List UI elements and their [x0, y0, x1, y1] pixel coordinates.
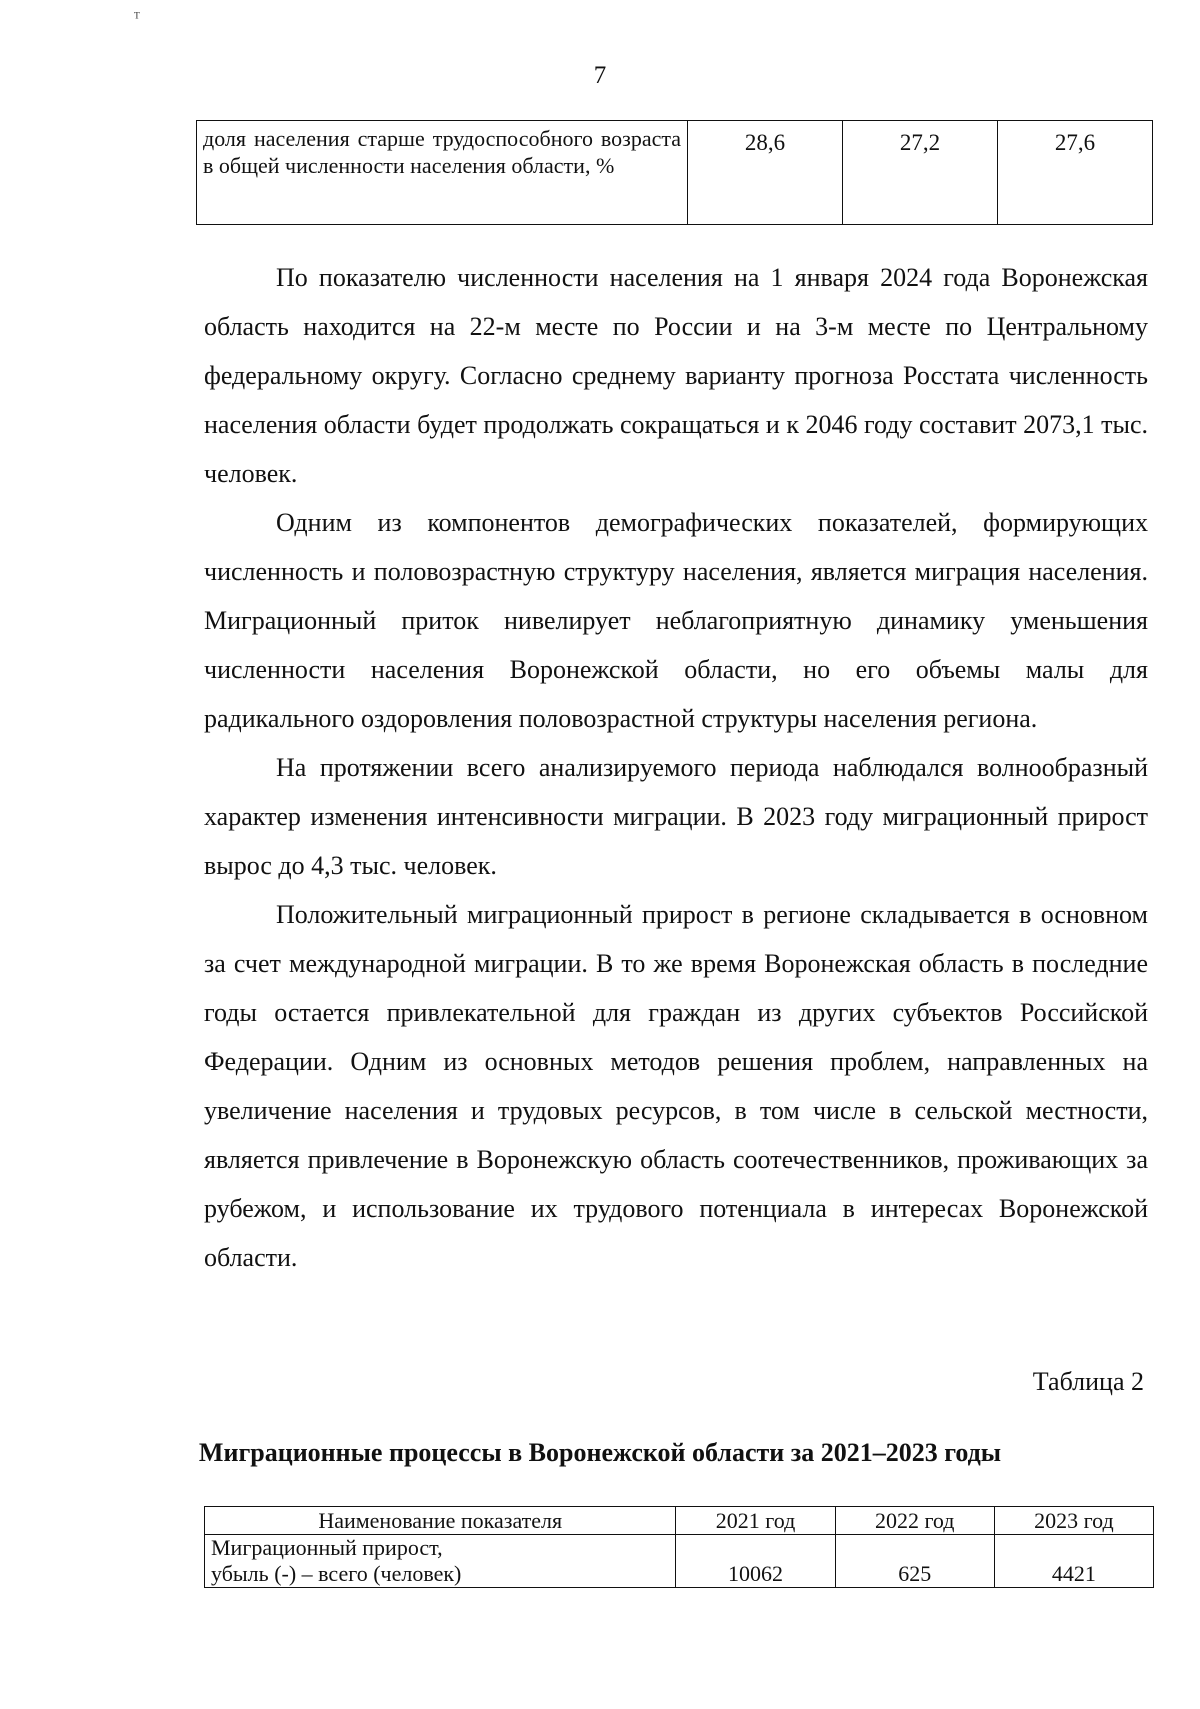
paragraph: По показателю численности населения на 1 января 2024 года Воронежская область находится на 22-м месте по России и на 3-м месте по Центральному федеральному округу. Согласно среднему варианту прогноза Росстата численность населения области будет продолжать сокращаться и к 2046 году составит 2073,1 тыс. человек. — [204, 263, 1148, 488]
table-caption: Таблица 2 — [1032, 1367, 1144, 1396]
value-cell: 27,6 — [998, 121, 1153, 225]
indicator-label — [205, 1535, 676, 1588]
column-header: 2021 год — [676, 1507, 835, 1535]
table-row — [205, 1535, 1154, 1588]
column-header: 2023 год — [994, 1507, 1153, 1535]
column-header: Наименование показателя — [205, 1507, 676, 1535]
value-cell: 4421 — [994, 1535, 1153, 1588]
scan-mark: ᵀ — [134, 10, 140, 27]
migration-table — [204, 1506, 1154, 1588]
paragraph: Одним из компонентов демографических показателей, формирующих численность и половозрастную структуру населения, является миграция населения. Миграционный приток нивелирует неблагоприятную динамику уменьшения численности населения Воронежской области, но его объемы малы для радикального оздоровления половозрастной структуры населения региона. — [204, 508, 1148, 733]
page-number: 7 — [593, 62, 607, 89]
value-cell: 625 — [835, 1535, 994, 1588]
value-cell: 28,6 — [688, 121, 843, 225]
label-line: Миграционный прирост, — [211, 1535, 443, 1560]
body-text — [204, 253, 1148, 1282]
value-cell: 10062 — [676, 1535, 835, 1588]
paragraph: Положительный миграционный прирост в регионе складывается в основном за счет международной миграции. В то же время Воронежская область в последние годы остается привлекательной для граждан из других субъектов Российской Федерации. Одним из основных методов решения проблем, направленных на увеличение населения и трудовых ресурсов, в том числе в сельской местности, является привлечение в Воронежскую область соотечественников, проживающих за рубежом, и использование их трудового потенциала в интересах Воронежской области. — [204, 900, 1148, 1272]
column-header: 2022 год — [835, 1507, 994, 1535]
table-header-row — [205, 1507, 1154, 1535]
table-row — [197, 121, 1153, 225]
indicator-label: доля населения старше трудоспособного возраста в общей численности населения области, % — [197, 121, 688, 225]
table-title: Миграционные процессы в Воронежской области за 2021–2023 годы — [198, 1438, 1002, 1467]
label-line: убыль (-) – всего (человек) — [211, 1561, 462, 1586]
continued-table — [196, 120, 1153, 225]
value-cell: 27,2 — [843, 121, 998, 225]
paragraph: На протяжении всего анализируемого периода наблюдался волнообразный характер изменения интенсивности миграции. В 2023 году миграционный прирост вырос до 4,3 тыс. человек. — [204, 753, 1148, 880]
